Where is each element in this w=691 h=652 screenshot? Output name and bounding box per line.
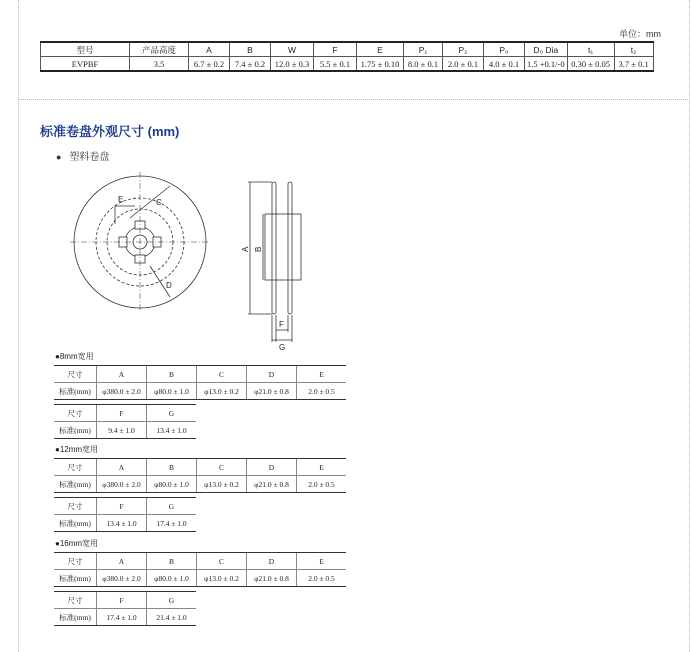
label-e: E bbox=[118, 195, 124, 204]
dim-cell: F bbox=[97, 405, 147, 422]
dim-cell: 尺寸 bbox=[54, 366, 97, 383]
spec-cell: 5.5 ± 0.1 bbox=[314, 57, 357, 72]
dim-cell: φ21.0 ± 0.8 bbox=[247, 570, 297, 587]
dim-cell: φ380.0 ± 2.0 bbox=[97, 383, 147, 400]
label-g: G bbox=[279, 343, 286, 352]
spec-header-cell: P₀ bbox=[484, 42, 525, 57]
bullet-icon: ● bbox=[56, 152, 62, 162]
dim-cell: 标准(mm) bbox=[54, 383, 97, 400]
dim-cell: 标准(mm) bbox=[54, 609, 97, 626]
dim-cell: 21.4 ± 1.0 bbox=[147, 609, 197, 626]
spec-header-row bbox=[41, 42, 654, 57]
dim-table-12mm-fg bbox=[54, 497, 196, 532]
spec-header-cell: P₁ bbox=[404, 42, 443, 57]
section-divider bbox=[18, 99, 688, 100]
dim-header-row bbox=[54, 498, 196, 515]
spec-cell: 6.7 ± 0.2 bbox=[189, 57, 230, 72]
dim-cell: 13.4 ± 1.0 bbox=[97, 515, 147, 532]
dim-value-row bbox=[54, 570, 346, 587]
dim-cell: E bbox=[297, 459, 347, 476]
label-a: A bbox=[241, 246, 250, 252]
dim-cell: 17.4 ± 1.0 bbox=[97, 609, 147, 626]
spec-cell: 1.5 +0.1/-0 bbox=[525, 57, 568, 72]
dim-header-row bbox=[54, 405, 196, 422]
dim-cell: φ80.0 ± 1.0 bbox=[147, 476, 197, 493]
dim-cell: D bbox=[247, 459, 297, 476]
dim-line-c bbox=[130, 186, 170, 218]
spec-header-cell: 型号 bbox=[41, 42, 130, 57]
dim-cell: 9.4 ± 1.0 bbox=[97, 422, 147, 439]
dim-cell: G bbox=[147, 405, 197, 422]
dim-cell: φ380.0 ± 2.0 bbox=[97, 570, 147, 587]
subsection-label: 塑料卷盘 bbox=[69, 152, 110, 163]
group-label-12mm: ●12mm宽用 bbox=[55, 445, 99, 454]
unit-label: 单位：mm bbox=[619, 29, 661, 39]
spec-cell: 7.4 ± 0.2 bbox=[230, 57, 271, 72]
dim-cell: F bbox=[97, 498, 147, 515]
dim-cell: C bbox=[197, 459, 247, 476]
spec-header-cell: 产品高度 bbox=[130, 42, 189, 57]
dim-cell: 标准(mm) bbox=[54, 515, 97, 532]
spec-cell: 4.0 ± 0.1 bbox=[484, 57, 525, 72]
dim-cell: 2.0 ± 0.5 bbox=[297, 476, 347, 493]
dim-cell: D bbox=[247, 366, 297, 383]
reel-flange-right bbox=[288, 182, 292, 314]
dim-cell: φ80.0 ± 1.0 bbox=[147, 383, 197, 400]
reel-drawing bbox=[70, 172, 330, 352]
dim-cell: A bbox=[97, 366, 147, 383]
dim-cell: F bbox=[97, 592, 147, 609]
dim-cell: E bbox=[297, 553, 347, 570]
spec-header-cell: D₀ Dia bbox=[525, 42, 568, 57]
group-label-8mm: ●8mm宽用 bbox=[55, 352, 94, 361]
dim-header-row bbox=[54, 553, 346, 570]
dim-cell: 尺寸 bbox=[54, 592, 97, 609]
spec-header-cell: t₂ bbox=[614, 42, 653, 57]
dim-table-8mm-fg bbox=[54, 404, 196, 439]
group-label-16mm: ●16mm宽用 bbox=[55, 539, 99, 548]
reel-hub-side bbox=[265, 214, 301, 280]
spec-header-cell: B bbox=[230, 42, 271, 57]
tape-spec-table bbox=[40, 41, 654, 72]
spec-cell: 8.0 ± 0.1 bbox=[404, 57, 443, 72]
dim-table-16mm-fg bbox=[54, 591, 196, 626]
dim-value-row bbox=[54, 383, 346, 400]
dim-cell: B bbox=[147, 366, 197, 383]
spec-header-cell: A bbox=[189, 42, 230, 57]
dim-cell: 17.4 ± 1.0 bbox=[147, 515, 197, 532]
spec-data-row bbox=[41, 57, 654, 72]
subsection-heading bbox=[56, 148, 109, 163]
dim-cell: φ13.0 ± 0.2 bbox=[197, 570, 247, 587]
dim-header-row bbox=[54, 459, 346, 476]
dim-cell: A bbox=[97, 553, 147, 570]
dim-cell: φ21.0 ± 0.8 bbox=[247, 383, 297, 400]
dim-cell: 标准(mm) bbox=[54, 476, 97, 493]
spec-cell: 12.0 ± 0.3 bbox=[271, 57, 314, 72]
dim-cell: 标准(mm) bbox=[54, 570, 97, 587]
dim-table-8mm-main bbox=[54, 365, 346, 400]
spec-cell: 0.30 ± 0.05 bbox=[567, 57, 614, 72]
reel-flange-left bbox=[272, 182, 276, 314]
dim-cell: φ13.0 ± 0.2 bbox=[197, 383, 247, 400]
spec-cell: EVPBF bbox=[41, 57, 130, 72]
spec-header-cell: P₂ bbox=[443, 42, 484, 57]
spec-cell: 1.75 ± 0.10 bbox=[357, 57, 404, 72]
dim-cell: C bbox=[197, 553, 247, 570]
section-title: 标准卷盘外观尺寸 (mm) bbox=[40, 124, 180, 139]
dim-table-12mm-main bbox=[54, 458, 346, 493]
dim-cell: φ80.0 ± 1.0 bbox=[147, 570, 197, 587]
dim-value-row bbox=[54, 515, 196, 532]
dim-cell: φ21.0 ± 0.8 bbox=[247, 476, 297, 493]
spec-header-cell: t₁ bbox=[567, 42, 614, 57]
dim-cell: 尺寸 bbox=[54, 498, 97, 515]
label-c: C bbox=[156, 198, 162, 207]
dim-cell: G bbox=[147, 592, 197, 609]
spec-header-cell: W bbox=[271, 42, 314, 57]
spec-header-cell: E bbox=[357, 42, 404, 57]
dim-cell: E bbox=[297, 366, 347, 383]
dim-table-16mm-main bbox=[54, 552, 346, 587]
dim-cell: D bbox=[247, 553, 297, 570]
dim-cell: 13.4 ± 1.0 bbox=[147, 422, 197, 439]
label-b: B bbox=[254, 246, 263, 252]
dim-cell: φ13.0 ± 0.2 bbox=[197, 476, 247, 493]
dim-cell: C bbox=[197, 366, 247, 383]
dim-header-row bbox=[54, 366, 346, 383]
dim-cell: G bbox=[147, 498, 197, 515]
dim-cell: 2.0 ± 0.5 bbox=[297, 570, 347, 587]
dim-cell: 标准(mm) bbox=[54, 422, 97, 439]
dim-value-row bbox=[54, 422, 196, 439]
dim-cell: 尺寸 bbox=[54, 405, 97, 422]
dim-cell: B bbox=[147, 459, 197, 476]
spec-cell: 2.0 ± 0.1 bbox=[443, 57, 484, 72]
dim-cell: B bbox=[147, 553, 197, 570]
dim-cell: 2.0 ± 0.5 bbox=[297, 383, 347, 400]
dim-cell: 尺寸 bbox=[54, 553, 97, 570]
spec-cell: 3.5 bbox=[130, 57, 189, 72]
dim-value-row bbox=[54, 476, 346, 493]
dim-cell: A bbox=[97, 459, 147, 476]
dim-value-row bbox=[54, 609, 196, 626]
dim-cell: 尺寸 bbox=[54, 459, 97, 476]
dim-cell: φ380.0 ± 2.0 bbox=[97, 476, 147, 493]
dim-header-row bbox=[54, 592, 196, 609]
label-f: F bbox=[279, 320, 284, 329]
spec-header-cell: F bbox=[314, 42, 357, 57]
spec-cell: 3.7 ± 0.1 bbox=[614, 57, 653, 72]
label-d: D bbox=[166, 281, 172, 290]
